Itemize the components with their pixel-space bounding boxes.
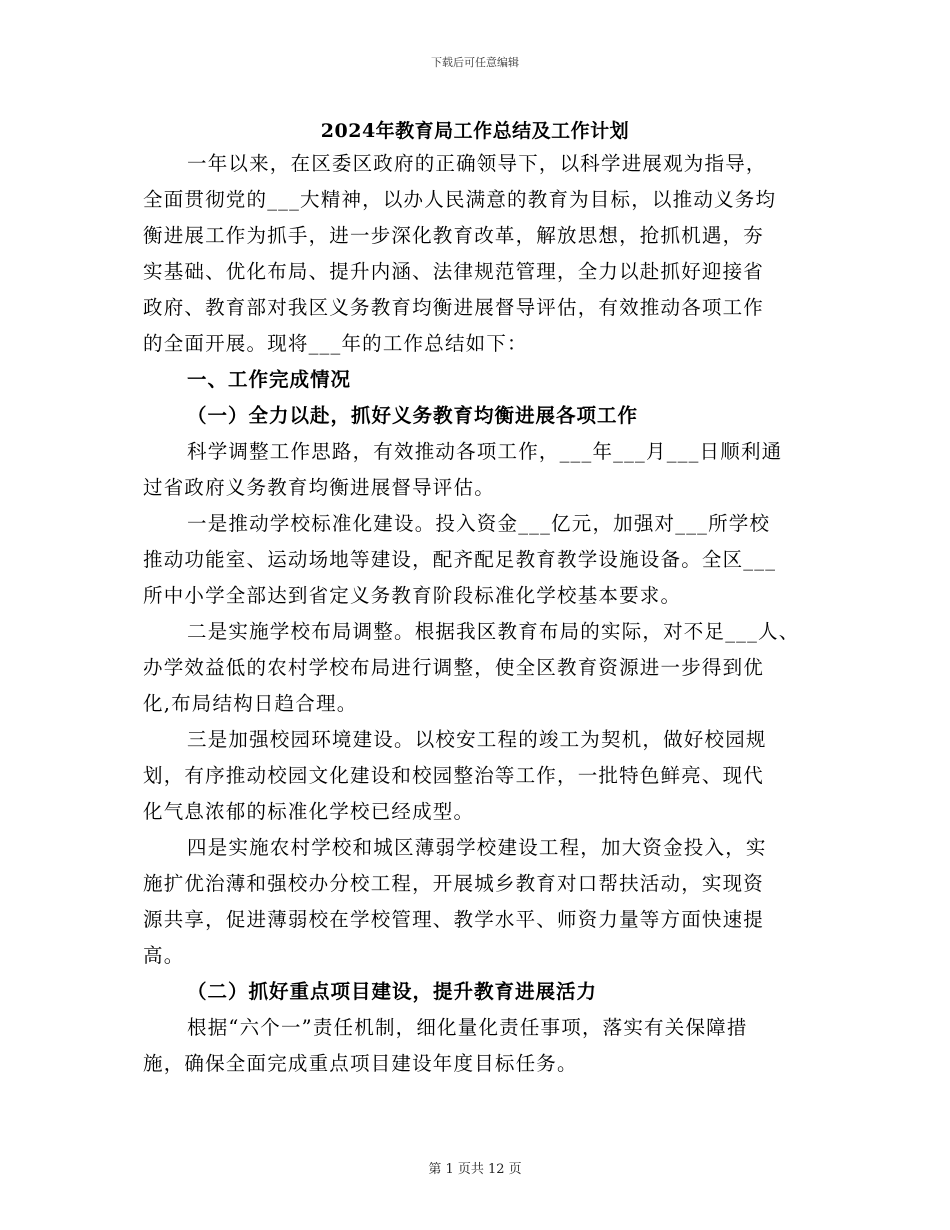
document-title: 2024年教育局工作总结及工作计划 — [320, 120, 630, 142]
body-text-line: 二是实施学校布局调整。根据我区教育布局的实际，对不足___人、 — [187, 620, 800, 643]
body-text-line: 化气息浓郁的标准化学校已经成型。 — [143, 800, 475, 823]
section-heading: （一）全力以赴，抓好义务教育均衡进展各项工作 — [187, 404, 639, 427]
body-text-line: 科学调整工作思路，有效推动各项工作，___年___月___日顺利通 — [187, 440, 783, 463]
body-text-line: 化,布局结构日趋合理。 — [143, 692, 358, 715]
body-text-line: 政府、教育部对我区义务教育均衡进展督导评估，有效推动各项工作 — [143, 296, 765, 319]
body-text-line: 推动功能室、运动场地等建设，配齐配足教育教学设施设备。全区___ — [143, 548, 777, 571]
header-note: 下载后可任意编辑 — [431, 56, 519, 69]
body-text-line: 施扩优治薄和强校办分校工程，开展城乡教育对口帮扶活动，实现资 — [143, 872, 765, 895]
document-body — [143, 150, 813, 1086]
body-text-line: 四是实施农村学校和城区薄弱学校建设工程，加大资金投入，实 — [187, 836, 767, 859]
section-heading: （二）抓好重点项目建设，提升教育进展活力 — [187, 980, 598, 1003]
body-text-line: 一年以来，在区委区政府的正确领导下，以科学进展观为指导， — [187, 152, 767, 175]
body-text-line: 全面贯彻党的___大精神，以办人民满意的教育为目标，以推动义务均 — [143, 188, 777, 211]
body-text-line: 划，有序推动校园文化建设和校园整治等工作，一批特色鲜亮、现代 — [143, 764, 765, 787]
body-text-line: 根据“六个一”责任机制，细化量化责任事项，落实有关保障措 — [187, 1016, 748, 1039]
body-text-line: 衡进展工作为抓手，进一步深化教育改革，解放思想，抢抓机遇，夯 — [143, 224, 765, 247]
body-text-line: 的全面开展。现将___年的工作总结如下： — [143, 332, 528, 355]
body-text-line: 高。 — [143, 944, 185, 967]
body-text-line: 施，确保全面完成重点项目建设年度目标任务。 — [143, 1052, 578, 1075]
body-text-line: 三是加强校园环境建设。以校安工程的竣工为契机，做好校园规 — [187, 728, 767, 751]
section-heading: 一、工作完成情况 — [187, 368, 352, 391]
body-text-line: 一是推动学校标准化建设。投入资金___亿元，加强对___所学校 — [187, 512, 771, 535]
body-text-line: 实基础、优化布局、提升内涵、法律规范管理，全力以赴抓好迎接省 — [143, 260, 765, 283]
body-text-line: 办学效益低的农村学校布局进行调整，使全区教育资源进一步得到优 — [143, 656, 765, 679]
body-text-line: 所中小学全部达到省定义务教育阶段标准化学校基本要求。 — [143, 584, 682, 607]
body-text-line: 过省政府义务教育均衡进展督导评估。 — [143, 476, 495, 499]
body-text-line: 源共享，促进薄弱校在学校管理、教学水平、师资力量等方面快速提 — [143, 908, 765, 931]
page-footer: 第 1 页共 12 页 — [428, 1162, 522, 1177]
